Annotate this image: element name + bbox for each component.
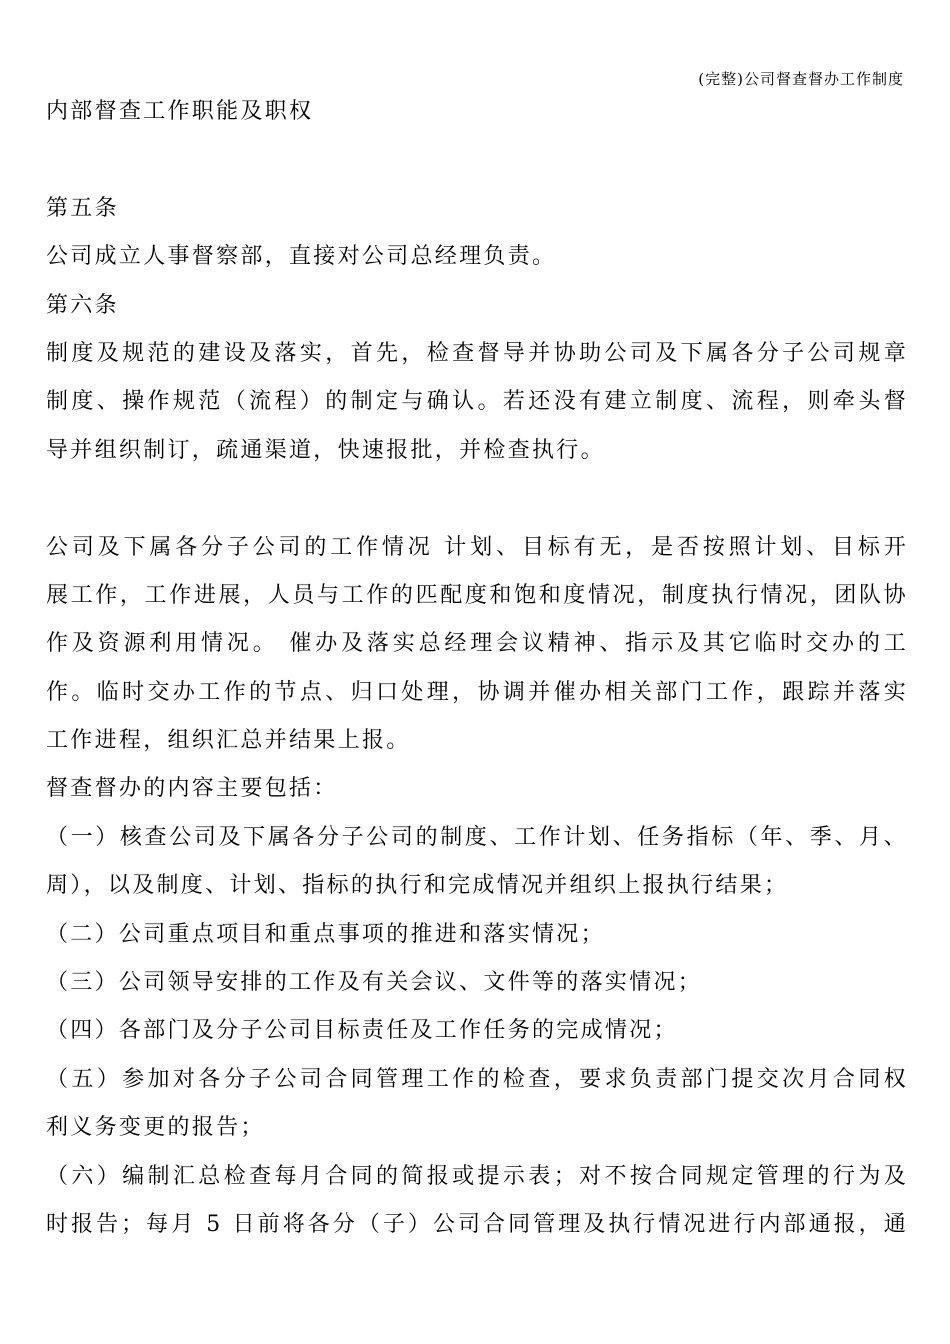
list-item-line: （五）参加对各分子公司合同管理工作的检查，要求负责部门提交次月合同权 <box>46 1066 908 1092</box>
list-intro: 督查督办的内容主要包括： <box>46 776 338 802</box>
list-item-line: （三）公司领导安排的工作及有关会议、文件等的落实情况； <box>46 970 703 996</box>
list-item-line: 周），以及制度、计划、指标的执行和完成情况并组织上报执行结果； <box>46 873 789 899</box>
list-item-line: （六）编制汇总检查每月合同的简报或提示表；对不按合同规定管理的行为及 <box>46 1163 908 1189</box>
list-item-line: （一）核查公司及下属各分子公司的制度、工作计划、任务指标（年、季、月、 <box>46 824 908 850</box>
list-item-line: 利义务变更的报告； <box>46 1115 265 1141</box>
paragraph-line: 公司及下属各分子公司的工作情况 计划、目标有无，是否按照计划、目标开 <box>46 534 908 560</box>
paragraph-line: 导并组织制订，疏通渠道，快速报批，并检查执行。 <box>46 437 605 463</box>
blank-line <box>46 475 908 523</box>
paragraph-line: 制度及规范的建设及落实，首先，检查督导并协助公司及下属各分子公司规章 <box>46 340 908 366</box>
paragraph-line: 工作进程，组织汇总并结果上报。 <box>46 728 411 754</box>
running-header: (完整)公司督查督办工作制度 <box>698 70 904 88</box>
article-heading: 第六条 <box>46 292 119 318</box>
paragraph-line: 展工作，工作进展，人员与工作的匹配度和饱和度情况，制度执行情况，团队协 <box>46 582 908 608</box>
list-item-line: （二）公司重点项目和重点事项的推进和落实情况； <box>46 921 605 947</box>
article-heading: 第五条 <box>46 195 119 221</box>
section-title: 内部督查工作职能及职权 <box>46 99 314 124</box>
paragraph-line: 作及资源利用情况。 催办及落实总经理会议精神、指示及其它临时交办的工 <box>46 631 908 657</box>
document-body <box>46 88 908 1249</box>
paragraph-line: 制度、操作规范（流程）的制定与确认。若还没有建立制度、流程，则牵头督 <box>46 389 908 415</box>
paragraph-line: 公司成立人事督察部，直接对公司总经理负责。 <box>46 244 557 270</box>
list-item-line: 时报告；每月 5 日前将各分（子）公司合同管理及执行情况进行内部通报，通 <box>46 1211 908 1237</box>
paragraph-line: 作。临时交办工作的节点、归口处理，协调并催办相关部门工作，跟踪并落实 <box>46 679 908 705</box>
list-item-line: （四）各部门及分子公司目标责任及工作任务的完成情况； <box>46 1018 678 1044</box>
blank-line <box>46 136 908 184</box>
